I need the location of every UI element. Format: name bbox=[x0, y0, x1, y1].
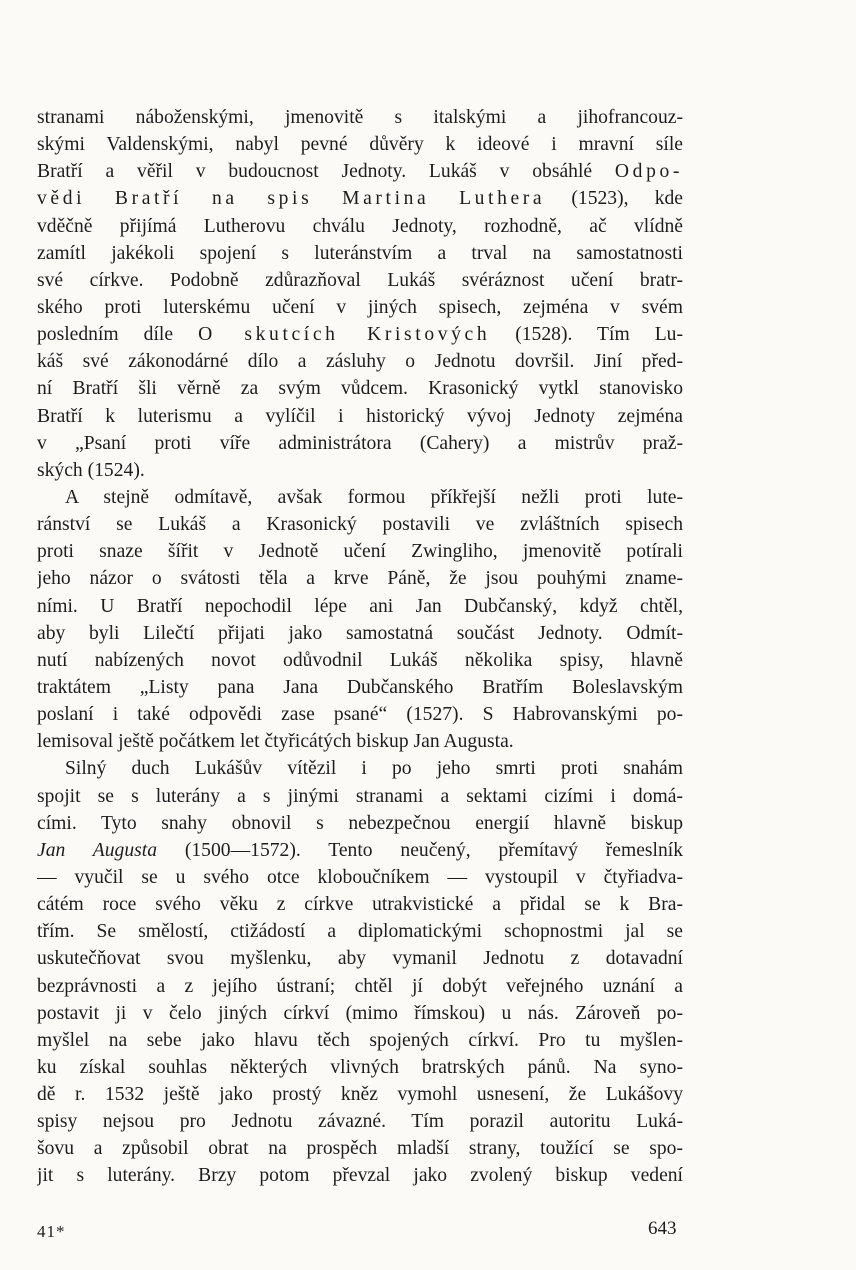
line-text: A stejně odmítavě, avšak formou příkřejší nežli proti lute- bbox=[65, 486, 683, 508]
line-text: v „Psaní proti víře administrátora (Cahery) a mistrův praž- bbox=[37, 432, 683, 454]
line-text: ní Bratří šli věrně za svým vůdcem. Krasonický vytkl stanovisko bbox=[37, 378, 683, 400]
line-text: (1500—1572). Tento neučený, přemítavý řemeslník bbox=[157, 839, 683, 861]
text-line bbox=[37, 674, 683, 701]
text-line bbox=[37, 647, 683, 674]
text-line bbox=[37, 430, 683, 457]
line-text: Bratří a věřil v budoucnost Jednoty. Lukáš v obsáhlé bbox=[37, 161, 615, 183]
line-text: uskutečňovat svou myšlenku, aby vymanil Jednotu z dotavadní bbox=[37, 948, 683, 970]
text-line bbox=[37, 1000, 683, 1027]
text-line bbox=[37, 375, 683, 402]
text-line bbox=[37, 213, 683, 240]
line-text: cími. Tyto snahy obnovil s nebezpečnou energií hlavně biskup bbox=[37, 812, 683, 834]
text-line bbox=[37, 1081, 683, 1108]
spaced-title: O skutcích Kristových bbox=[198, 324, 491, 346]
line-text: myšlel na sebe jako hlavu těch spojených církví. Pro tu myšlen- bbox=[37, 1029, 683, 1051]
italic-name: Jan Augusta bbox=[37, 839, 158, 861]
text-line bbox=[37, 1027, 683, 1054]
line-text: jeho názor o svátosti těla a krve Páně, že jsou pouhými zname- bbox=[37, 568, 683, 590]
line-text: ského proti luterskému učení v jiných spisech, zejména v svém bbox=[37, 296, 683, 318]
text-line bbox=[37, 321, 683, 348]
text-line bbox=[37, 1135, 683, 1162]
line-text: stranami náboženskými, jmenovitě s italskými a jihofrancouz- bbox=[37, 107, 683, 128]
line-text: vděčně přijímá Lutherovu chválu Jednoty, rozhodně, ač vlídně bbox=[37, 215, 683, 237]
text-line bbox=[37, 864, 683, 891]
line-text: bezprávnosti a z jejího ústraní; chtěl jí dobýt veřejného uznání a bbox=[37, 975, 683, 997]
line-text: nutí nabízených novot odůvodnil Lukáš několika spisy, hlavně bbox=[37, 649, 683, 671]
body-text bbox=[37, 104, 683, 1190]
text-line bbox=[37, 538, 683, 565]
sheet-signature: 41* bbox=[37, 1222, 66, 1241]
text-line bbox=[37, 1054, 683, 1081]
text-line bbox=[37, 945, 683, 972]
text-line bbox=[37, 728, 683, 755]
text-line bbox=[37, 511, 683, 538]
line-text: ských (1524). bbox=[37, 459, 145, 481]
line-text: Silný duch Lukášův vítězil i po jeho smrti proti snahám bbox=[65, 758, 683, 780]
text-line bbox=[37, 755, 683, 782]
text-line bbox=[37, 104, 683, 131]
text-line bbox=[37, 348, 683, 375]
line-text: Bratří k luterismu a vylíčil i historický vývoj Jednoty zejména bbox=[37, 405, 683, 427]
page-number: 643 bbox=[648, 1218, 677, 1239]
line-text: proti snaze šířit v Jednotě učení Zwingliho, jmenovitě potírali bbox=[37, 541, 683, 563]
line-text: své církve. Podobně zdůrazňoval Lukáš svéráznost učení bratr- bbox=[37, 269, 683, 291]
text-line bbox=[37, 565, 683, 592]
text-line bbox=[37, 185, 683, 212]
text-line bbox=[37, 158, 683, 185]
line-text: šovu a způsobil obrat na prospěch mladší strany, toužící se spo- bbox=[37, 1138, 683, 1160]
line-text: káš své zákonodárné dílo a zásluhy o Jednotu dovršil. Jiní před- bbox=[37, 351, 683, 373]
text-line bbox=[37, 484, 683, 511]
text-line bbox=[37, 403, 683, 430]
text-line bbox=[37, 294, 683, 321]
text-line bbox=[37, 837, 683, 864]
spaced-title: Odpo- bbox=[614, 161, 683, 183]
text-line bbox=[37, 240, 683, 267]
text-line bbox=[37, 131, 683, 158]
text-line bbox=[37, 1108, 683, 1135]
line-text: posledním díle bbox=[37, 324, 199, 346]
line-text: ními. U Bratří nepochodil lépe ani Jan Dubčanský, když chtěl, bbox=[37, 595, 683, 617]
text-line bbox=[37, 891, 683, 918]
line-text: poslaní i také odpovědi zase psané“ (1527). S Habrovanskými po- bbox=[37, 704, 683, 726]
text-line bbox=[37, 457, 683, 484]
line-text: dě r. 1532 ještě jako prostý kněz vymohl usnesení, že Lukášovy bbox=[37, 1084, 683, 1106]
text-line bbox=[37, 1162, 683, 1189]
line-text: spisy nejsou pro Jednotu závazné. Tím porazil autoritu Luká- bbox=[37, 1111, 683, 1133]
line-text: aby byli Lilečtí přijati jako samostatná součást Jednoty. Odmít- bbox=[37, 622, 683, 644]
line-text: traktátem „Listy pana Jana Dubčanského Bratřím Boleslavským bbox=[37, 676, 683, 698]
text-line bbox=[37, 918, 683, 945]
line-text: skými Valdenskými, nabyl pevné důvěry k ideové i mravní síle bbox=[37, 134, 683, 156]
text-line bbox=[37, 620, 683, 647]
line-text: (1528). Tím Lu- bbox=[490, 324, 683, 346]
line-text: zamítl jakékoli spojení s luteránstvím a trval na samostatnosti bbox=[37, 242, 683, 264]
line-text: — vyučil se u svého otce kloboučníkem — vystoupil v čtyřiadva- bbox=[37, 866, 683, 888]
text-line bbox=[37, 973, 683, 1000]
spaced-title: vědi Bratří na spis Martina Luthera bbox=[37, 188, 546, 210]
line-text: ránství se Lukáš a Krasonický postavili ve zvláštních spisech bbox=[37, 514, 683, 536]
line-text: (1523), kde bbox=[545, 188, 683, 210]
line-text: postavit ji v čelo jiných církví (mimo římskou) u nás. Zároveň po- bbox=[37, 1002, 683, 1024]
text-line bbox=[37, 593, 683, 620]
line-text: třím. Se smělostí, ctižádostí a diplomatickými schopnostmi jal se bbox=[37, 921, 683, 943]
text-line bbox=[37, 701, 683, 728]
line-text: lemisoval ještě počátkem let čtyřicátých biskup Jan Augusta. bbox=[37, 731, 514, 753]
line-text: jit s luterány. Brzy potom převzal jako zvolený biskup vedení bbox=[37, 1165, 683, 1187]
text-line bbox=[37, 267, 683, 294]
line-text: cátém roce svého věku z církve utrakvistické a přidal se k Bra- bbox=[37, 894, 683, 916]
text-line bbox=[37, 783, 683, 810]
line-text: spojit se s luterány a s jinými stranami a sektami cizími i domá- bbox=[37, 785, 683, 807]
line-text: ku získal souhlas některých vlivných bratrských pánů. Na syno- bbox=[37, 1056, 683, 1078]
text-line bbox=[37, 810, 683, 837]
